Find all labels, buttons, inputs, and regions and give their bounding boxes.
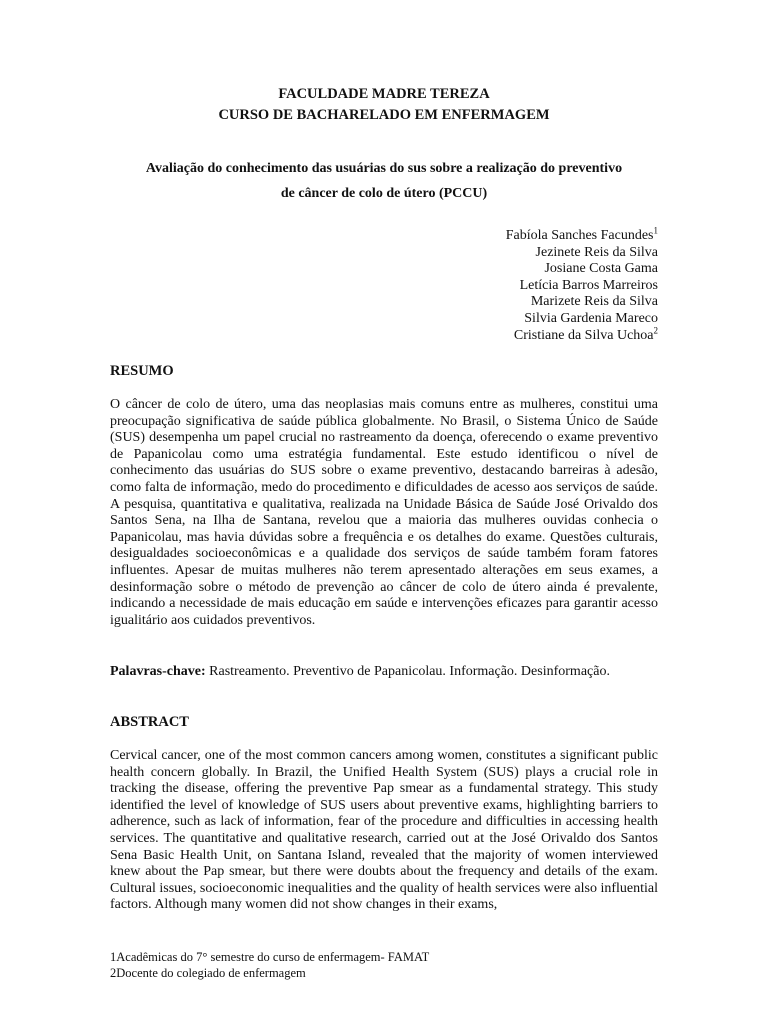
keywords-list: Rastreamento. Preventivo de Papanicolau. Informação. Desinformação. [205, 664, 610, 679]
abstract-heading: ABSTRACT [110, 714, 189, 730]
abstract-text: Cervical cancer, one of the most common cancers among women, constitutes a significant public health concern globally. In Brazil, the Unified Health System (SUS) plays a crucial role in tracking the disease, offering the preventive Pap smear as a fundamental strategy. This study identified the level of knowledge of SUS users about preventive exams, highlighting barriers to adherence, such as lack of information, fear of the procedure and difficulties in accessing health services. The quantitative and qualitative research, carried out at the José Orivaldo dos Santos Sena Basic Health Unit, on Santana Island, revealed that the majority of women interviewed knew about the Pap smear, but there were doubts about the frequency and details of the exam. Cultural issues, socioeconomic inequalities and the quality of health services were also influential factors. Although many women did not show changes in their exams, [110, 748, 658, 913]
resumo-heading: RESUMO [110, 363, 174, 379]
footnote-1: 1Acadêmicas do 7° semestre do curso de enfermagem- FAMAT [110, 950, 430, 964]
footnote-mark: 2 [653, 324, 658, 335]
footnote-2: 2Docente do colegiado de enfermagem [110, 966, 306, 980]
institution-name: FACULDADE MADRE TEREZA [278, 86, 490, 102]
keywords-label: Palavras-chave: [110, 664, 206, 679]
resumo-text: O câncer de colo de útero, uma das neoplasias mais comuns entre as mulheres, constitui uma preocupação significativa de saúde pública globalmente. No Brasil, o Sistema Único de Saúde (SUS) desempenha um papel crucial no rastreamento da doença, oferecendo o exame preventivo de Papanicolau como uma estratégia fundamental. Este estudo identificou o nível de conhecimento das usuárias do SUS sobre o exame preventivo, destacando barreiras à adesão, como falta de informação, medo do procedimento e dificuldades de acesso aos serviços de saúde. A pesquisa, quantitativa e qualitativa, realizada na Unidade Básica de Saúde José Orivaldo dos Santos Sena, na Ilha de Santana, revelou que a maioria das mulheres ouvidas conhecia o Papanicolau, mas havia dúvidas sobre a frequência e os detalhes do exame. Questões culturais, desigualdades socioeconômicas e a qualidade dos serviços de saúde também foram fatores influentes. Apesar de muitas mulheres não terem apresentado alterações em seus exames, a desinformação sobre o método de prevenção ao câncer de colo de útero ainda é prevalente, indicando a necessidade de mais educação em saúde e intervenções eficazes para garantir acesso igualitário aos cuidados preventivos. [110, 397, 658, 628]
author: Marizete Reis da Silva [530, 294, 658, 310]
author: Josiane Costa Gama [544, 261, 658, 277]
author: Fabíola Sanches Facundes$^1$ [505, 225, 658, 243]
author: Cristiane da Silva Uchoa$^2$ [513, 324, 658, 343]
course-name: CURSO DE BACHARELADO EM ENFERMAGEM [218, 107, 550, 123]
author: Jezinete Reis da Silva [535, 244, 658, 260]
author: Letícia Barros Marreiros [519, 277, 658, 293]
author: Silvia Gardenia Mareco [524, 310, 658, 326]
author-list [258, 225, 658, 344]
paper-title-line-2: de câncer de colo de útero (PCCU) [280, 186, 488, 201]
keywords [110, 664, 658, 681]
footnote-mark: 1 [653, 225, 658, 236]
paper-title-line-1: Avaliação do conhecimento das usuárias do sus sobre a realização do preventivo [145, 161, 623, 176]
